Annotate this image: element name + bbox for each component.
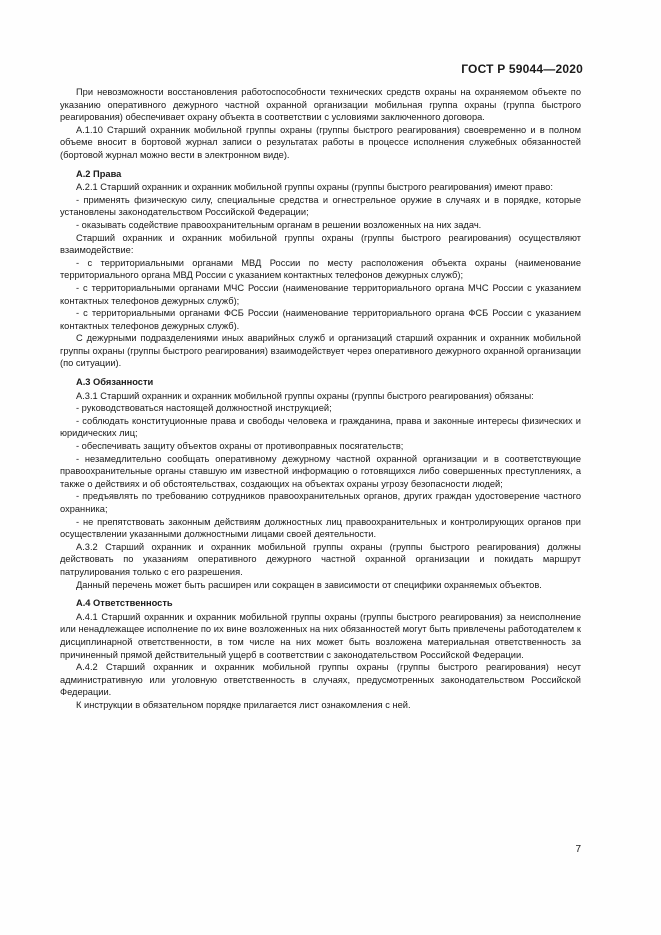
paragraph: А.4.1 Старший охранник и охранник мобильной группы охраны (группы быстрого реагирования) за неисполнение или ненадлежащее исполнение по их вине возложенных на них обязанностей могут быть привлечены работодателем к дисциплинарной ответственности, в том числе на них может быть возложена материальная ответственность за причиненный прямой действительный ущерб в соответствии с законодательством Российской Федерации. [60,611,581,660]
section-responsibility [60,611,581,712]
page-number: 7 [575,844,581,855]
paragraph: При невозможности восстановления работоспособности технических средств охраны на охраняемом объекте по указанию оперативного дежурного частной охранной организации мобильная группа охраны (группа быстрого реагирования) обеспечивает охрану объекта в соответствии с условиями заключенного договора. [60,87,581,123]
paragraph: А.1.10 Старший охранник мобильной группы охраны (группы быстрого реагирования) своевременно и в полном объеме вносит в бортовой журнал записи о результатах работы в процессе исполнения служебных обязанностей (бортовой журнал можно вести в электронном виде). [60,124,581,160]
paragraph: А.4.2 Старший охранник и охранник мобильной группы охраны (группы быстрого реагирования) несут административную или уголовную ответственность в случаях, предусмотренных законодательством Российской Федерации. [60,662,581,698]
paragraph: - не препятствовать законным действиям должностных лиц правоохранительных и контролирующих органов при осуществлении указанными должностными лицами своей деятельности. [60,516,581,540]
paragraph: Данный перечень может быть расширен или сокращен в зависимости от специфики охраняемых объектов. [76,579,542,590]
paragraph: А.3.1 Старший охранник и охранник мобильной группы охраны (группы быстрого реагирования) обязаны: [76,390,534,401]
paragraph: - руководствоваться настоящей должностной инструкцией; [76,403,332,414]
document-body [60,86,581,712]
paragraph: - с территориальными органами ФСБ России (наименование территориального органа ФСБ России с указанием контактных телефонов дежурных служб). [60,308,581,331]
paragraph: - с территориальными органами МЧС России (наименование территориального органа МЧС России с указанием контактных телефонов дежурных служб); [60,282,581,306]
paragraph: - обеспечивать защиту объектов охраны от противоправных посягательств; [76,441,404,452]
paragraph: А.3.2 Старший охранник и охранник мобильной группы охраны (группы быстрого реагирования) должны действовать по указаниям оперативного дежурного частной охранной организации и покидать маршрут патрулирования только с его разрешения. [60,541,581,577]
section-heading-rights: А.2 Права [76,168,122,179]
paragraph: - оказывать содействие правоохранительным органам в решении возложенных на них задач. [76,219,482,230]
document-code: ГОСТ Р 59044—2020 [461,62,583,76]
paragraph: Старший охранник и охранник мобильной группы охраны (группы быстрого реагирования) осуществляют взаимодействие: [60,232,581,256]
paragraph: - с территориальными органами МВД России по месту расположения объекта охраны (наименование территориального органа МВД России с указанием контактных телефонов дежурных служб); [60,257,581,281]
paragraph: - предъявлять по требованию сотрудников правоохранительных органов, других граждан удостоверение частного охранника; [60,491,581,514]
paragraph: К инструкции в обязательном порядке прилагается лист ознакомления с ней. [76,699,411,710]
paragraph: - соблюдать конституционные права и свободы человека и гражданина, права и законные интересы физических и юридических лиц; [60,415,581,439]
paragraph: - незамедлительно сообщать оперативному дежурному частной охранной организации и в соответствующие правоохранительные органы ставшую им известной информацию о готовящихся либо совершенных преступлениях, а также о действиях и об обстоятельствах, создающих на объектах охраны угрозу безопасности людей; [60,453,581,489]
intro-block [60,86,581,162]
section-heading-duties: А.3 Обязанности [76,377,154,388]
paragraph: С дежурными подразделениями иных аварийных служб и организаций старший охранник и охранник мобильной группы охраны (группы быстрого реагирования) взаимодействует через оперативного дежурного охранной организации (по ситуации). [60,333,581,369]
section-duties [60,390,581,592]
section-heading-responsibility: А.4 Ответственность [76,598,173,609]
paragraph: А.2.1 Старший охранник и охранник мобильной группы охраны (группы быстрого реагирования) имеют право: [76,182,553,193]
paragraph: - применять физическую силу, специальные средства и огнестрельное оружие в случаях и в порядке, которые установлены законодательством Российской Федерации; [60,194,581,218]
section-rights [60,181,581,370]
